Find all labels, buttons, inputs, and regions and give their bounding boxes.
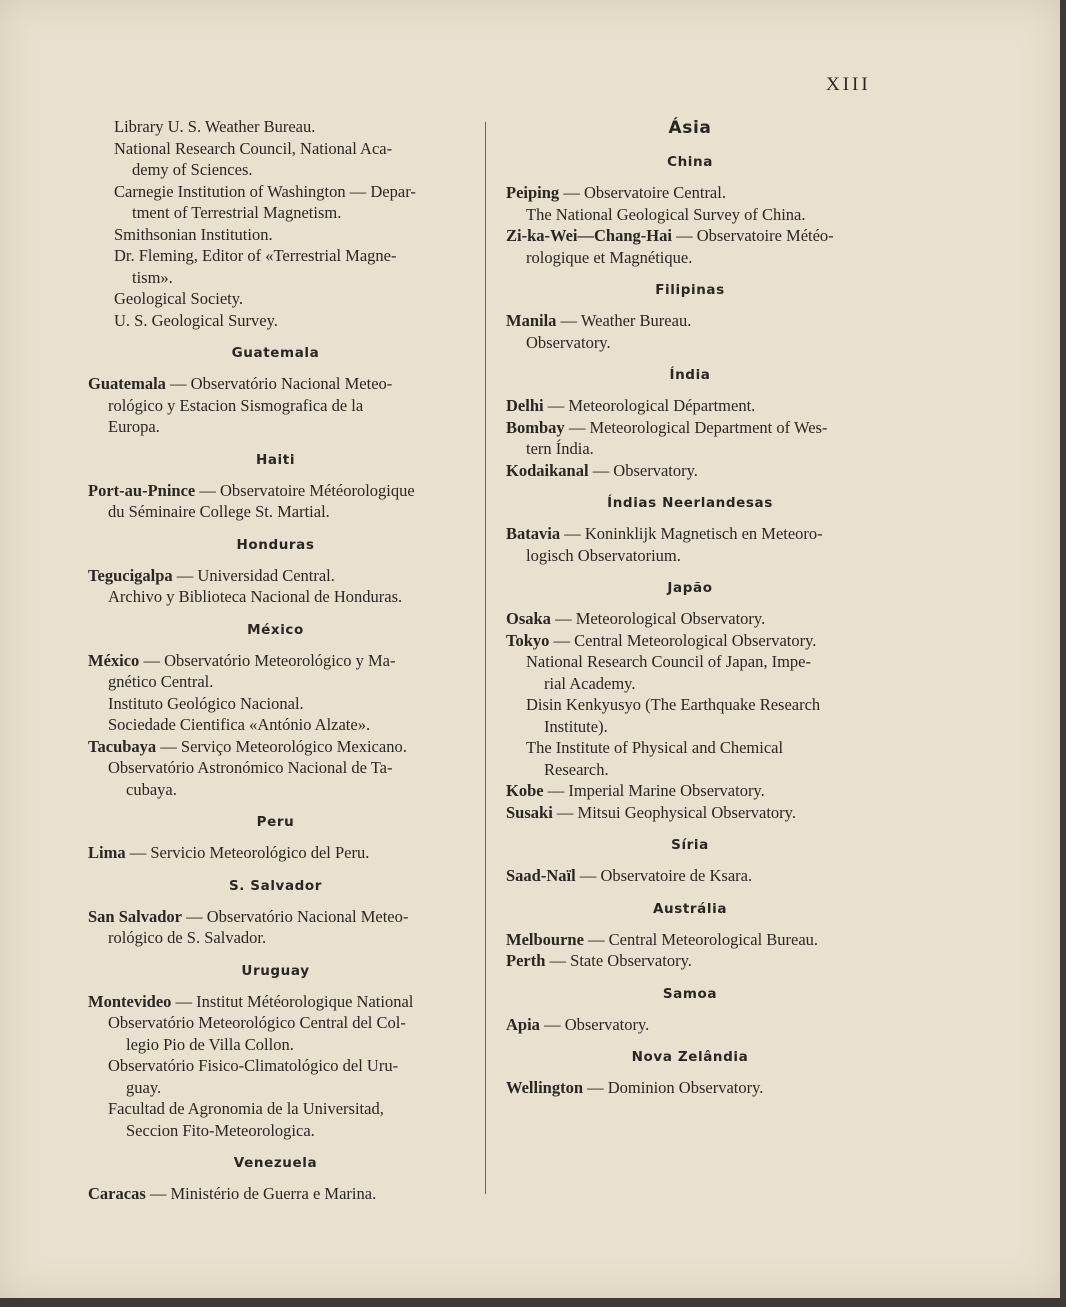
institution-city: Batavia (506, 524, 561, 543)
institution-name: — Observatoire Météorologique (195, 480, 415, 500)
sub-institution (506, 737, 874, 780)
section-heading: Japão (667, 580, 713, 596)
entry-main-line (506, 950, 874, 972)
sub-institution-line: cubaya. (126, 779, 177, 799)
institution-city: Tegucigalpa (88, 565, 173, 585)
entry-main-line (506, 225, 874, 247)
institution-city: Osaka (506, 609, 551, 628)
institution-city: Manila (506, 311, 557, 330)
entry-main-line (88, 736, 463, 758)
institution-city: San Salvador (88, 906, 182, 926)
left-sections (88, 345, 463, 1205)
entry (506, 1014, 874, 1036)
entry (506, 865, 874, 887)
entry (88, 373, 463, 438)
section-heading: Índia (669, 367, 711, 383)
intro-item (114, 224, 463, 246)
institution-city: Montevideo (88, 991, 172, 1011)
institution-name: — Observatório Meteorológico y Ma- (139, 650, 396, 670)
section (506, 837, 874, 887)
intro-list (114, 116, 463, 331)
section (506, 367, 874, 481)
intro-line: Smithsonian Institution. (114, 224, 273, 244)
entry-main-line (506, 1077, 874, 1099)
institution-city: Delhi (506, 396, 544, 415)
institution-city: Perth (506, 951, 546, 970)
sub-institution-line: Observatório Fisico-Climatológico del Uru- (108, 1056, 399, 1075)
right-sections (506, 154, 874, 1099)
entry-main-line (88, 1183, 463, 1205)
institution-city: Apia (506, 1014, 540, 1034)
institution-name: — Mitsui Geophysical Observatory. (552, 802, 796, 822)
section-heading: México (247, 621, 304, 638)
institution-city: Kobe (506, 781, 544, 800)
section-heading: Haiti (255, 451, 296, 468)
institution-name: — Observatory. (539, 1014, 650, 1034)
institution-name: — Servicio Meteorológico del Peru. (125, 843, 370, 862)
institution-name: — Universidad Central. (172, 565, 335, 585)
sub-institution-line: The Institute of Physical and Chemical (526, 738, 784, 757)
entry-main-line (506, 182, 874, 204)
sub-institution (506, 204, 874, 226)
institution-name: — Imperial Marine Observatory. (543, 781, 765, 800)
entry (506, 460, 874, 482)
entry-main-line (506, 1014, 874, 1036)
institution-city: Saad-Naïl (506, 866, 576, 885)
entry (88, 480, 463, 523)
sub-institution-line: Research. (544, 759, 609, 779)
institution-city: Tacubaya (88, 736, 157, 756)
entry (506, 950, 874, 972)
institution-name: — Serviço Meteorológico Mexicano. (156, 736, 407, 756)
section-heading: Peru (256, 814, 295, 830)
intro-line: Dr. Fleming, Editor of «Terrestrial Magne- (114, 246, 397, 265)
intro-line: tism». (132, 267, 173, 287)
sub-institution-line: legio Pio de Villa Collon. (126, 1034, 294, 1054)
institution-name: — Meteorological Observatory. (550, 609, 766, 628)
section-heading: Venezuela (233, 1155, 318, 1171)
institution-city: Lima (88, 843, 126, 862)
institution-city: Tokyo (506, 630, 550, 650)
section (88, 963, 463, 1142)
section (506, 282, 874, 353)
entry (506, 1077, 874, 1099)
intro-item (114, 138, 463, 181)
entry-main-line (88, 373, 463, 395)
institution-name: — Observatoire de Ksara. (575, 866, 753, 885)
region-title: Ásia (668, 118, 712, 138)
left-column (88, 116, 463, 1205)
entry (506, 630, 874, 781)
entry-main-line (506, 460, 874, 482)
entry-continuation: rológico y Estacion Sismografica de la (108, 395, 364, 415)
institution-name: — Observatoire Central. (559, 183, 726, 202)
intro-item (114, 181, 463, 224)
entry-main-line (88, 480, 463, 502)
section (506, 901, 874, 972)
sub-institution-line: Observatory. (526, 332, 611, 352)
institution-name: — Central Meteorological Observatory. (549, 630, 817, 650)
entry-main-line (506, 780, 874, 802)
institution-name: — State Observatory. (545, 951, 692, 970)
page-number: XIII (826, 74, 871, 95)
institution-name: — Observatory. (588, 460, 698, 480)
sub-institution (506, 332, 874, 354)
institution-name: — Observatoire Météo- (671, 226, 834, 245)
section (88, 622, 463, 801)
sub-institution (88, 586, 463, 608)
institution-name: — Observatório Nacional Meteo- (182, 906, 409, 926)
institution-city: Wellington (506, 1078, 584, 1097)
entry-main-line (88, 842, 463, 864)
scan-edge-right (1060, 0, 1066, 1307)
entry (506, 780, 874, 802)
section (88, 814, 463, 864)
section (506, 1049, 874, 1099)
right-column (506, 116, 874, 1099)
sub-institution-line: Disin Kenkyusyo (The Earthquake Research (526, 695, 821, 714)
sub-institution-line: Archivo y Biblioteca Nacional de Honduras. (108, 587, 403, 606)
entry-main-line (88, 906, 463, 928)
entry-main-line (506, 523, 874, 545)
institution-city: Caracas (88, 1184, 146, 1203)
entry-main-line (506, 802, 874, 824)
sub-institution-line: guay. (126, 1077, 162, 1097)
intro-item (114, 288, 463, 310)
institution-name: — Dominion Observatory. (583, 1078, 764, 1097)
entry-main-line (506, 608, 874, 630)
intro-line: tment of Terrestrial Magnetism. (132, 203, 342, 222)
institution-city: Bombay (506, 417, 565, 437)
intro-line: Carnegie Institution of Washington — Depar- (114, 181, 416, 201)
intro-line: demy of Sciences. (132, 160, 253, 179)
column-divider (485, 122, 486, 1194)
intro-line: Library U. S. Weather Bureau. (114, 117, 316, 136)
entry (88, 991, 463, 1142)
entry (88, 842, 463, 864)
section-heading: Samoa (662, 985, 718, 1002)
section (88, 345, 463, 438)
sub-institution (88, 693, 463, 715)
section (88, 878, 463, 949)
entry-main-line (88, 991, 463, 1013)
entry-main-line (506, 929, 874, 951)
institution-name: — Institut Météorologique National (171, 991, 414, 1011)
institution-name: — Central Meteorological Bureau. (583, 929, 819, 949)
entry-continuation: Europa. (108, 417, 160, 436)
intro-line: U. S. Geological Survey. (114, 310, 278, 330)
sub-institution-line: Sociedade Cientifica «António Alzate». (108, 715, 371, 734)
entry-main-line (506, 865, 874, 887)
entry (506, 608, 874, 630)
section-heading: Filipinas (655, 282, 725, 298)
entry (506, 802, 874, 824)
entry-continuation: rológico de S. Salvador. (108, 928, 267, 947)
entry-continuation: gnético Central. (108, 672, 214, 691)
entry-main-line (88, 650, 463, 672)
institution-city: Port-au-Pnince (88, 480, 196, 500)
entry (506, 395, 874, 417)
institution-name: — Weather Bureau. (556, 311, 692, 330)
sub-institution-line: National Research Council of Japan, Impe- (526, 652, 811, 671)
entry (88, 1183, 463, 1205)
institution-name: — Meteorological Départment. (543, 396, 756, 415)
entry-main-line (506, 395, 874, 417)
institution-city: Susaki (506, 802, 553, 822)
institution-city: Kodaikanal (506, 460, 589, 480)
institution-city: Peiping (506, 183, 560, 202)
intro-line: Geological Society. (114, 289, 244, 308)
scan-edge-bottom (0, 1298, 1066, 1307)
sub-institution-line: Seccion Fito-Meteorologica. (126, 1120, 315, 1140)
sub-institution (88, 1098, 463, 1141)
entry (88, 736, 463, 801)
intro-line: National Research Council, National Aca- (114, 138, 393, 158)
sub-institution (88, 1055, 463, 1098)
section (506, 986, 874, 1036)
sub-institution (506, 651, 874, 694)
entry-continuation: tern Índia. (526, 439, 594, 458)
section (88, 1155, 463, 1205)
institution-name: — Ministério de Guerra e Marina. (145, 1184, 377, 1203)
institution-city: México (88, 650, 140, 670)
sub-institution-line: Observatório Astronómico Nacional de Ta- (108, 758, 393, 777)
entry (506, 310, 874, 353)
intro-item (114, 310, 463, 332)
entry (506, 225, 874, 268)
section-heading: Guatemala (231, 345, 320, 361)
section (88, 452, 463, 523)
institution-name: — Observatório Nacional Meteo- (165, 374, 393, 393)
sub-institution (506, 694, 874, 737)
sub-institution-line: The National Geological Survey of China. (526, 204, 806, 224)
sub-institution-line: Observatório Meteorológico Central del Col- (108, 1013, 406, 1032)
intro-item (114, 116, 463, 138)
entry (506, 417, 874, 460)
sub-institution (88, 1012, 463, 1055)
section-heading: Síria (671, 837, 709, 853)
institution-city: Melbourne (506, 929, 584, 949)
section (506, 580, 874, 823)
section-heading: Índias Neerlandesas (607, 495, 773, 511)
entry-main-line (506, 417, 874, 439)
section-heading: China (667, 154, 713, 170)
section (506, 495, 874, 566)
sub-institution-line: Instituto Geológico Nacional. (108, 693, 304, 713)
entry (506, 182, 874, 225)
sub-institution-line: Institute). (544, 716, 608, 736)
section (506, 154, 874, 268)
section-heading: Austrália (652, 900, 728, 917)
intro-item (114, 245, 463, 288)
section-heading: Nova Zelândia (631, 1049, 749, 1065)
entry-continuation: du Séminaire College St. Martial. (108, 502, 330, 521)
sub-institution (88, 757, 463, 800)
sub-institution (88, 714, 463, 736)
institution-city: Guatemala (88, 374, 166, 393)
entry-continuation: rologique et Magnétique. (526, 247, 693, 267)
entry-main-line (88, 565, 463, 587)
entry-continuation: logisch Observatorium. (526, 545, 681, 565)
entry (88, 906, 463, 949)
sub-institution-line: rial Academy. (544, 673, 636, 693)
entry (506, 523, 874, 566)
section (88, 537, 463, 608)
institution-name: — Meteorological Department of Wes- (564, 417, 828, 437)
section-heading: Uruguay (241, 962, 310, 979)
section-heading: S. Salvador (228, 877, 323, 894)
institution-name: — Koninklijk Magnetisch en Meteoro- (560, 524, 823, 543)
entry-main-line (506, 310, 874, 332)
entry (88, 650, 463, 736)
institution-city: Zi-ka-Wei—Chang-Hai (506, 226, 672, 245)
section-heading: Honduras (236, 536, 315, 553)
entry (88, 565, 463, 608)
sub-institution-line: Facultad de Agronomia de la Universitad, (108, 1099, 384, 1118)
entry (506, 929, 874, 951)
entry-main-line (506, 630, 874, 652)
